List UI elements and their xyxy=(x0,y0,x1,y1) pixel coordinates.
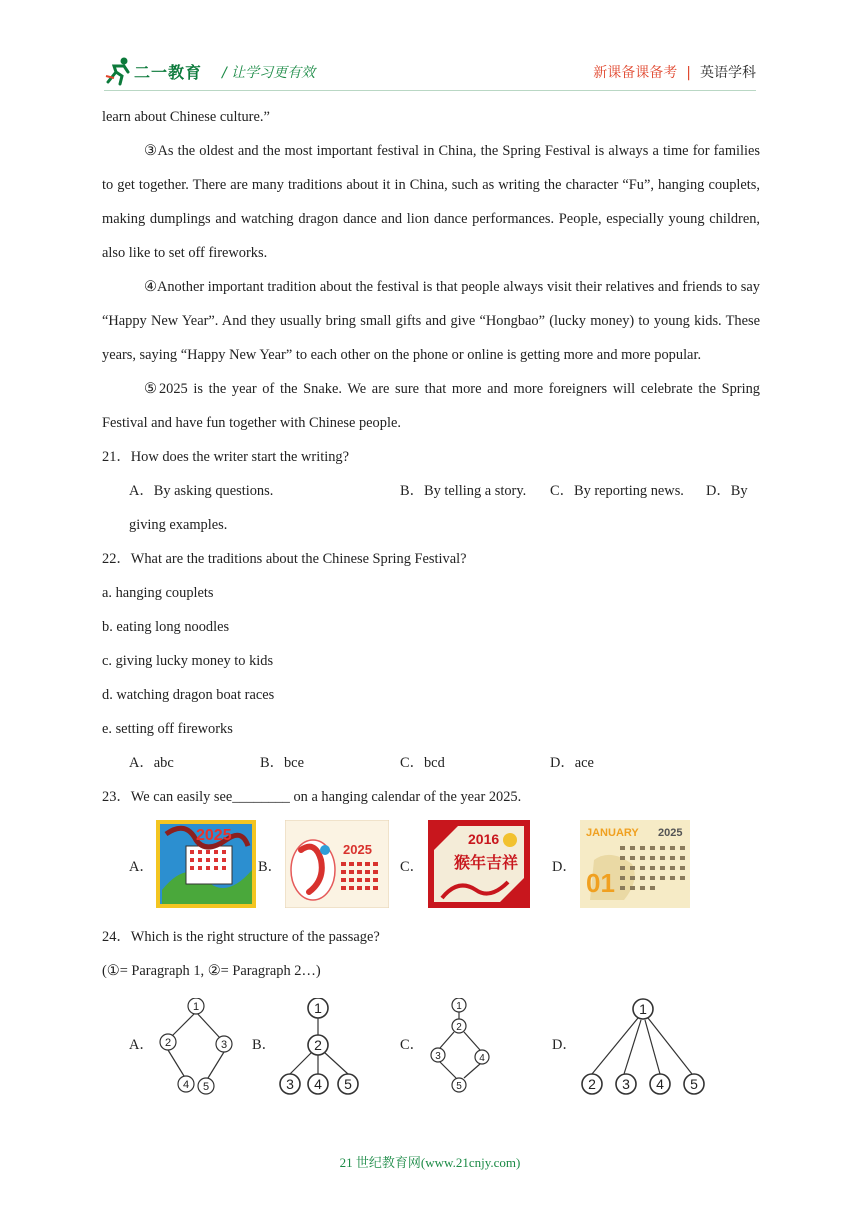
svg-text:3: 3 xyxy=(220,1039,228,1051)
svg-text:1: 1 xyxy=(314,1000,322,1016)
q23-picture-c-text: 猴年吉祥 xyxy=(454,855,519,872)
runner-logo-icon xyxy=(104,56,134,86)
paragraph-5: ⑤2025 is the year of the Snake. We are sure that more and more foreigners will celebrate the Spring Festival and have fun together with Chinese people. xyxy=(102,381,760,431)
svg-text:4: 4 xyxy=(182,1079,190,1091)
q23-picture-d-year: 2025 xyxy=(658,827,683,839)
q24-label-c[interactable]: C． xyxy=(400,1037,424,1053)
paragraph-4: ④Another important tradition about the festival is that people always visit their relatives and friends to say “Happy New Year”. And they usually bring small gifts and give “Hongbao” (lucky money) to young kids. These years, saying “Happy New Year” to each other on the phone or online is getting more and more popular. xyxy=(102,279,760,363)
svg-text:5: 5 xyxy=(690,1076,698,1092)
svg-text:4: 4 xyxy=(479,1053,485,1064)
q23-picture-d[interactable] xyxy=(580,820,690,908)
q23-label-a[interactable]: A． xyxy=(129,859,154,875)
q22-item-b: b. eating long noodles xyxy=(102,619,230,635)
q23-label-d[interactable]: D． xyxy=(552,859,577,875)
question-21: 21．How does the writer start the writing? xyxy=(102,449,349,465)
header-course-label: 新课备课备考 xyxy=(593,65,678,81)
q23-picture-c[interactable] xyxy=(428,820,530,908)
q22-item-e: e. setting off fireworks xyxy=(102,721,233,737)
header-separator: | xyxy=(686,65,691,81)
svg-text:5: 5 xyxy=(344,1076,352,1092)
svg-text:4: 4 xyxy=(314,1076,322,1092)
svg-text:2: 2 xyxy=(588,1076,596,1092)
header-divider xyxy=(104,90,756,91)
svg-text:3: 3 xyxy=(286,1076,294,1092)
q21-option-a[interactable]: A．By asking questions. xyxy=(129,483,274,499)
svg-text:3: 3 xyxy=(435,1051,441,1062)
svg-text:2: 2 xyxy=(456,1022,462,1033)
q23-image-options xyxy=(102,820,760,916)
svg-text:2: 2 xyxy=(314,1037,322,1053)
q21-options xyxy=(102,474,760,508)
svg-text:1: 1 xyxy=(639,1001,647,1017)
header-right xyxy=(593,62,756,82)
svg-text:3: 3 xyxy=(622,1076,630,1092)
slogan: / 让学习更有效 xyxy=(222,65,316,81)
svg-text:1: 1 xyxy=(192,1001,200,1013)
logo xyxy=(104,56,214,90)
q22-item-c: c. giving lucky money to kids xyxy=(102,653,274,669)
q24-diagram-a[interactable] xyxy=(154,998,244,1102)
q24-diagram-b[interactable] xyxy=(276,998,366,1102)
page-header xyxy=(0,0,860,90)
paragraph-continuation: learn about Chinese culture.” xyxy=(102,109,270,125)
svg-text:4: 4 xyxy=(656,1076,664,1092)
q24-diagram-options xyxy=(102,998,760,1102)
q22-item-a: a. hanging couplets xyxy=(102,585,214,601)
q23-picture-d-month: JANUARY xyxy=(586,827,639,839)
header-subject: 英语学科 xyxy=(700,65,756,81)
q24-note: (①= Paragraph 1, ②= Paragraph 2…) xyxy=(102,963,321,979)
q22-item-d: d. watching dragon boat races xyxy=(102,687,275,703)
svg-text:2: 2 xyxy=(164,1037,172,1049)
q23-picture-b[interactable] xyxy=(285,820,389,908)
q23-label-b[interactable]: B． xyxy=(258,859,282,875)
q22-option-c[interactable]: C．bcd xyxy=(400,755,445,771)
q24-label-a[interactable]: A． xyxy=(129,1037,154,1053)
document-body xyxy=(102,100,760,1102)
question-23: 23．We can easily see________ on a hanging calendar of the year 2025. xyxy=(102,789,522,805)
q24-diagram-c[interactable] xyxy=(424,998,494,1102)
q21-option-d-cont: giving examples. xyxy=(129,517,228,533)
svg-text:5: 5 xyxy=(456,1081,462,1092)
logo-text: 二一教育 xyxy=(134,63,203,82)
question-22: 22．What are the traditions about the Chinese Spring Festival? xyxy=(102,551,467,567)
page-footer: 21 世纪教育网(www.21cnjy.com) xyxy=(339,1155,521,1170)
q23-label-c[interactable]: C． xyxy=(400,859,424,875)
q24-diagram-d[interactable] xyxy=(578,998,708,1102)
q22-options xyxy=(102,746,760,780)
svg-text:5: 5 xyxy=(202,1081,210,1093)
q22-option-a[interactable]: A．abc xyxy=(129,755,174,771)
q23-picture-d-num: 01 xyxy=(586,868,615,898)
svg-text:1: 1 xyxy=(456,1001,462,1012)
q22-option-b[interactable]: B．bce xyxy=(260,755,304,771)
q21-option-d[interactable]: D．By xyxy=(706,483,748,499)
q23-picture-a-year: 2025 xyxy=(196,827,232,844)
q24-label-d[interactable]: D． xyxy=(552,1037,577,1053)
q22-option-d[interactable]: D．ace xyxy=(550,755,594,771)
q23-picture-c-year: 2016 xyxy=(468,831,500,847)
q21-option-b[interactable]: B．By telling a story. xyxy=(400,483,527,499)
q24-label-b[interactable]: B． xyxy=(252,1037,276,1053)
q21-option-c[interactable]: C．By reporting news. xyxy=(550,483,684,499)
q23-picture-b-year: 2025 xyxy=(343,842,372,857)
question-24: 24．Which is the right structure of the passage? xyxy=(102,929,380,945)
q23-picture-a[interactable] xyxy=(156,820,256,908)
paragraph-3: ③As the oldest and the most important festival in China, the Spring Festival is always a time for families to get together. There are many traditions about it in China, such as writing the character “Fu”, hanging couplets, making dumplings and watching dragon dance and lion dance performances. People, especially young children, also like to set off fireworks. xyxy=(102,143,760,261)
